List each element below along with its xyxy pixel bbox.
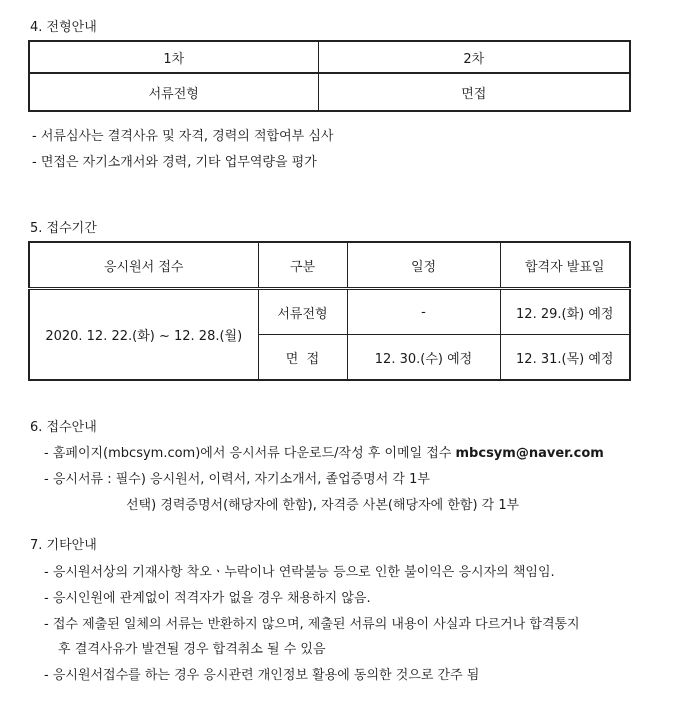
- section-4-bullet-1: - 서류심사는 결격사유 및 자격, 경력의 적합여부 심사: [32, 129, 334, 144]
- section-7-bullet-4: - 응시원서접수를 하는 경우 응시관련 개인정보 활용에 동의한 것으로 간주 됨: [44, 668, 480, 683]
- screening-header-2: 2차: [318, 41, 630, 73]
- screening-cell-1: 서류전형: [29, 73, 318, 111]
- period-row-2-type: 면 접: [258, 335, 347, 381]
- section-7-bullet-3-cont: 후 결격사유가 발견될 경우 합격취소 될 수 있음: [58, 642, 326, 657]
- period-row-2-result: 12. 31.(목) 예정: [500, 335, 630, 381]
- screening-cell-2: 면접: [318, 73, 630, 111]
- section-4-bullet-2: - 면접은 자기소개서와 경력, 기타 업무역량을 평가: [32, 155, 317, 170]
- section-6-line-2: - 응시서류 : 필수) 응시원서, 이력서, 자기소개서, 졸업증명서 각 1부: [44, 472, 430, 487]
- section-5-heading: 5. 접수기간: [30, 221, 97, 236]
- application-period-table: [28, 241, 631, 381]
- section-6-line-1: [44, 442, 604, 461]
- period-header-category: 구분: [258, 242, 347, 289]
- section-6-line-3: 선택) 경력증명서(해당자에 한함), 자격증 사본(해당자에 한함) 각 1부: [126, 498, 520, 513]
- period-header-schedule: 일정: [347, 242, 500, 289]
- email-address: mbcsym@naver.com: [455, 446, 604, 461]
- period-row-1-type: 서류전형: [258, 289, 347, 335]
- section-6-heading: 6. 접수안내: [30, 420, 97, 435]
- section-7-bullet-1: - 응시원서상의 기재사항 착오ㆍ누락이나 연락불능 등으로 인한 불이익은 응시자의 책임임.: [44, 565, 555, 580]
- period-row-2-schedule: 12. 30.(수) 예정: [347, 335, 500, 381]
- period-row-1-result: 12. 29.(화) 예정: [500, 289, 630, 335]
- section-7-heading: 7. 기타안내: [30, 538, 97, 553]
- section-7-bullet-2: - 응시인원에 관계없이 적격자가 없을 경우 채용하지 않음.: [44, 591, 371, 606]
- screening-table: [28, 40, 631, 112]
- period-header-application: 응시원서 접수: [29, 242, 258, 289]
- screening-header-1: 1차: [29, 41, 318, 73]
- period-row-1-schedule: -: [347, 289, 500, 335]
- section-7-bullet-3: - 접수 제출된 일체의 서류는 반환하지 않으며, 제출된 서류의 내용이 사실과 다르거나 합격통지: [44, 617, 580, 632]
- section-6-line-1-text: - 홈페이지(mbcsym.com)에서 응시서류 다운로드/작성 후 이메일 접수: [44, 446, 452, 461]
- application-period-cell: 2020. 12. 22.(화) ~ 12. 28.(월): [29, 289, 258, 381]
- section-4-heading: 4. 전형안내: [30, 20, 97, 35]
- period-header-announcement: 합격자 발표일: [500, 242, 630, 289]
